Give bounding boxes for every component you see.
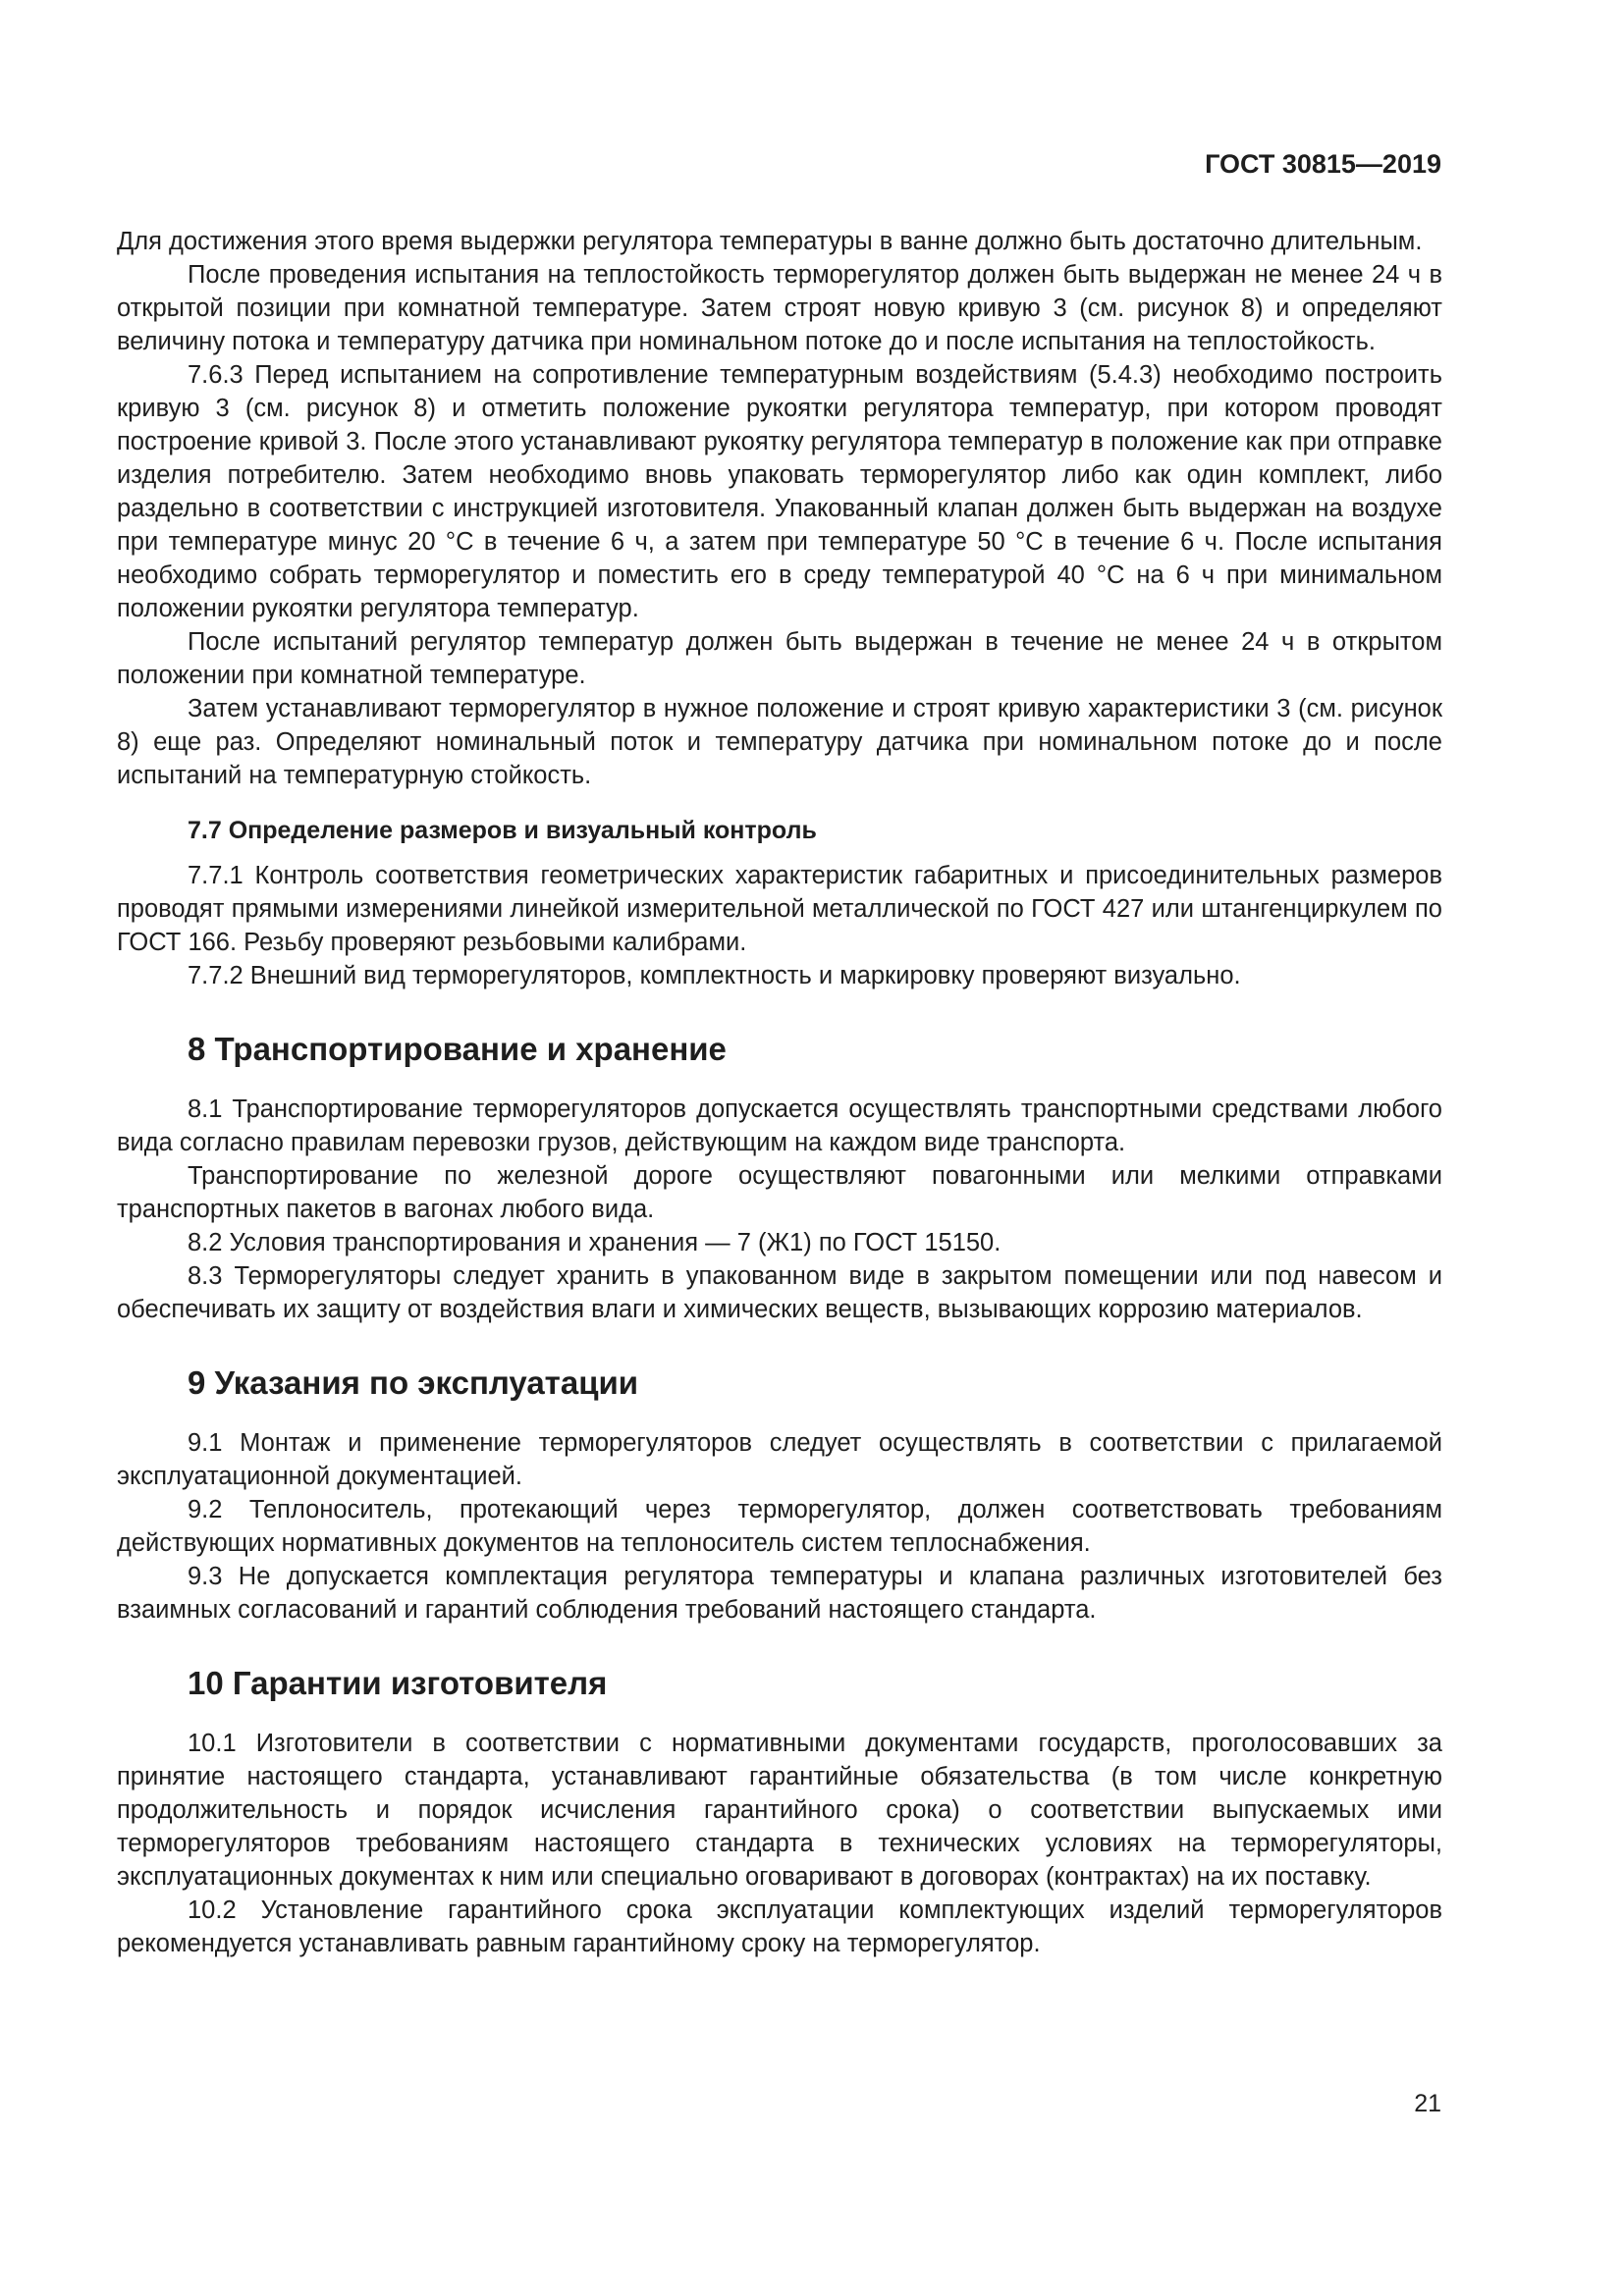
paragraph-curve-again: Затем устанавливают терморегулятор в нужное положение и строят кривую характеристики 3 (см. рисунок 8) еще раз. Определяют номинальный поток и температуру датчика при номинальном потоке до и после испытаний на температурную стойкость. bbox=[117, 695, 1442, 789]
paragraph-9-3: 9.3 Не допускается комплектация регулятора температуры и клапана различных изготовителей без взаимных согласований и гарантий соблюдения требований настоящего стандарта. bbox=[117, 1563, 1442, 1624]
paragraph-9-2: 9.2 Теплоноситель, протекающий через терморегулятор, должен соответствовать требованиям действующих нормативных документов на теплоноситель систем теплоснабжения. bbox=[117, 1496, 1442, 1557]
paragraph-8-2: 8.2 Условия транспортирования и хранения — 7 (Ж1) по ГОСТ 15150. bbox=[188, 1229, 1001, 1256]
paragraph-7-7-2: 7.7.2 Внешний вид терморегуляторов, комплектность и маркировку проверяют визуально. bbox=[188, 962, 1241, 989]
paragraph-8-1-rail: Транспортирование по железной дороге осуществляют повагонными или мелкими отправками транспортных пакетов в вагонах любого вида. bbox=[117, 1162, 1442, 1223]
section-heading-8: 8 Транспортирование и хранение bbox=[188, 1031, 727, 1067]
paragraph-10-1: 10.1 Изготовители в соответствии с нормативными документами государств, проголосовавших за принятие настоящего стандарта, устанавливают гарантийные обязательства (в том числе конкретную продолжительность и порядок исчисления гарантийного срока) о соответствии выпускаемых ими терморегуляторов требованиям настоящего стандарта в технических условиях на терморегуляторы, эксплуатационных документах к ним или специально оговаривают в договорах (контрактах) на их поставку. bbox=[117, 1730, 1442, 1891]
paragraph-heat-resistance: После проведения испытания на теплостойкость терморегулятор должен быть выдержан не менее 24 ч в открытой позиции при комнатной температуре. Затем строят новую кривую 3 (см. рисунок 8) и определяют величину потока и температуру датчика при номинальном потоке до и после испытания на теплостойкость. bbox=[117, 261, 1442, 355]
page-number: 21 bbox=[1414, 2090, 1441, 2117]
paragraph-7-6-3: 7.6.3 Перед испытанием на сопротивление температурным воздействиям (5.4.3) необходимо построить кривую 3 (см. рисунок 8) и отметить положение рукоятки регулятора температур, при котором проводят построение кривой 3. После этого устанавливают рукоятку регулятора температур в положение как при отправке изделия потребителю. Затем необходимо вновь упаковать терморегулятор либо как один комплект, либо раздельно в соответствии с инструкцией изготовителя. Упакованный клапан должен быть выдержан на воздухе при температуре минус 20 °С в течение 6 ч, а затем при температуре 50 °С в течение 6 ч. После испытания необходимо собрать терморегулятор и поместить его в среду температурой 40 °С на 6 ч при минимальном положении рукоятки регулятора температур. bbox=[117, 361, 1442, 622]
section-heading-10: 10 Гарантии изготовителя bbox=[188, 1665, 608, 1701]
subsection-heading-7-7: 7.7 Определение размеров и визуальный контроль bbox=[188, 817, 817, 844]
document-id-header: ГОСТ 30815—2019 bbox=[1205, 149, 1441, 179]
document-body bbox=[117, 225, 1442, 1960]
paragraph-8-1: 8.1 Транспортирование терморегуляторов допускается осуществлять транспортными средствами любого вида согласно правилам перевозки грузов, действующим на каждом виде транспорта. bbox=[117, 1095, 1442, 1156]
paragraph-7-7-1: 7.7.1 Контроль соответствия геометрических характеристик габаритных и присоединительных размеров проводят прямыми измерениями линейкой измерительной металлической по ГОСТ 427 или штангенциркулем по ГОСТ 166. Резьбу проверяют резьбовыми калибрами. bbox=[117, 862, 1442, 956]
paragraph-10-2: 10.2 Установление гарантийного срока эксплуатации комплектующих изделий терморегуляторов рекомендуется устанавливать равным гарантийному сроку на терморегулятор. bbox=[117, 1896, 1442, 1957]
paragraph-after-tests: После испытаний регулятор температур должен быть выдержан в течение не менее 24 ч в открытом положении при комнатной температуре. bbox=[117, 628, 1442, 689]
section-heading-9: 9 Указания по эксплуатации bbox=[188, 1364, 639, 1401]
paragraph-9-1: 9.1 Монтаж и применение терморегуляторов следует осуществлять в соответствии с прилагаемой эксплуатационной документацией. bbox=[117, 1429, 1442, 1490]
paragraph-continued: Для достижения этого время выдержки регулятора температуры в ванне должно быть достаточно длительным. bbox=[117, 228, 1423, 255]
paragraph-8-3: 8.3 Терморегуляторы следует хранить в упакованном виде в закрытом помещении или под навесом и обеспечивать их защиту от воздействия влаги и химических веществ, вызывающих коррозию материалов. bbox=[117, 1262, 1442, 1323]
